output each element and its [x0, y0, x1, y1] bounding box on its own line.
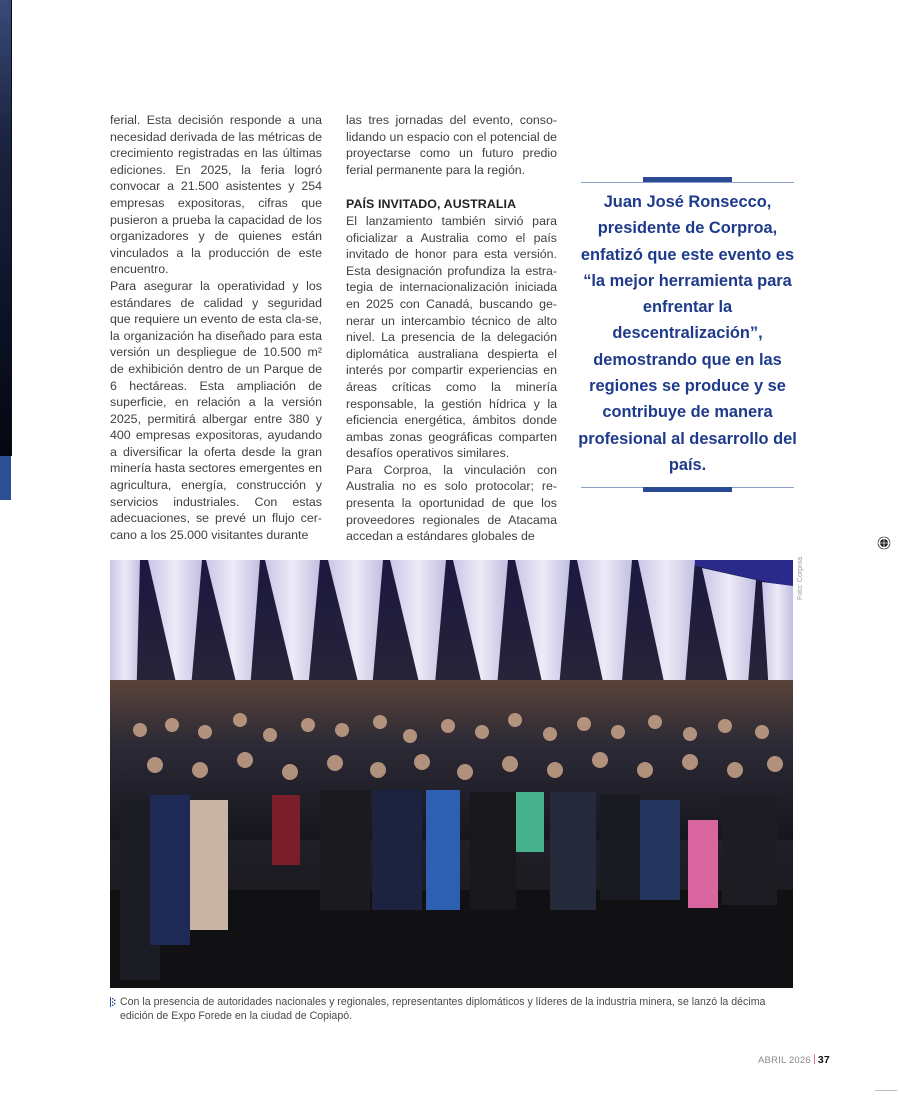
pull-quote [578, 176, 797, 494]
paragraph: Para Corproa, la vinculación con Australia no es solo protocolar; re-presenta la oportunidad de que los proveedores regionales de Atacama accedan a estándares globales de [346, 462, 557, 544]
issue-date: ABRIL 2026 [758, 1055, 811, 1066]
paragraph: Para asegurar la operatividad y los estándares de calidad y seguridad que requiere un evento de esta cla-se, la organización ha diseñado para esta versión un despliegue de 10.500 m² de exhibición dentro de un Parque de 6 hectáreas. Esta ampliación de superficie, en relación a la versión 2025, permitirá albergar entre 380 y 400 empresas expositoras, ayudando a diversificar la oferta desde la gran minería hasta sectores emergentes en agricultura, energía, construcción y servicios industriales. Con estas adecuaciones, se prevé un flujo cer-cano a los 25.000 visitantes durante [110, 278, 322, 542]
page-footer [758, 1054, 830, 1066]
accent-bar [643, 177, 732, 182]
section-color-tab [0, 456, 11, 500]
previous-page-edge-image [0, 0, 12, 456]
caption-text: Con la presencia de autoridades nacionales y regionales, representantes diplomáticos y líderes de la industria minera, se lanzó la décima edición de Expo Forede en la ciudad de Copiapó. [120, 996, 766, 1023]
article-column-1 [110, 112, 322, 543]
group-photo [110, 560, 793, 988]
paragraph: ferial. Esta decisión responde a una necesidad derivada de las métricas de crecimiento registradas en las últimas ediciones. En 2025, la feria logró convocar a 21.500 asistentes y 254 empresas expositoras, cifras que pusieron a prueba la capacidad de los organizadores y de quienes están vinculados a la producción de este encuentro. [110, 113, 322, 277]
accent-bar [643, 487, 732, 492]
photo-credit: Foto: Corproa [797, 556, 804, 600]
section-heading: PAÍS INVITADO, AUSTRALIA [346, 197, 517, 212]
page-number: 37 [817, 1054, 830, 1066]
caption-marker-icon [110, 997, 116, 1007]
article-column-2 [346, 112, 557, 545]
footer-separator [814, 1054, 815, 1064]
trim-mark [875, 1090, 897, 1091]
divider [581, 182, 794, 183]
paragraph: las tres jornadas del evento, conso-lidando un espacio con el potencial de proyectarse como un futuro predio ferial permanente para la región. [346, 113, 557, 177]
photo-caption [110, 995, 800, 1023]
registration-mark-icon [877, 536, 891, 550]
paragraph: El lanzamiento también sirvió para oficializar a Australia como el país invitado de honor para esta versión. Esta designación profundiza la estra-tegia de internacionalización iniciada en 2025 con Canadá, buscando ge-nerar un intercambio técnico de alto nivel. La presencia de la delegación diplomática australiana despierta el interés por compartir experiencias en áreas críticas como la minería responsable, la gestión hídrica y la eficiencia energética, ámbitos donde ambas zonas geográficas comparten desafíos operativos similares. [346, 213, 557, 461]
pull-quote-text: Juan José Ronsecco, presidente de Corproa, enfatizó que este evento es “la mejor herramienta para enfrentar la descentralización”, demostrando que en las regiones se produce y se contribuye de manera profesional al desarrollo del país. [578, 193, 797, 474]
